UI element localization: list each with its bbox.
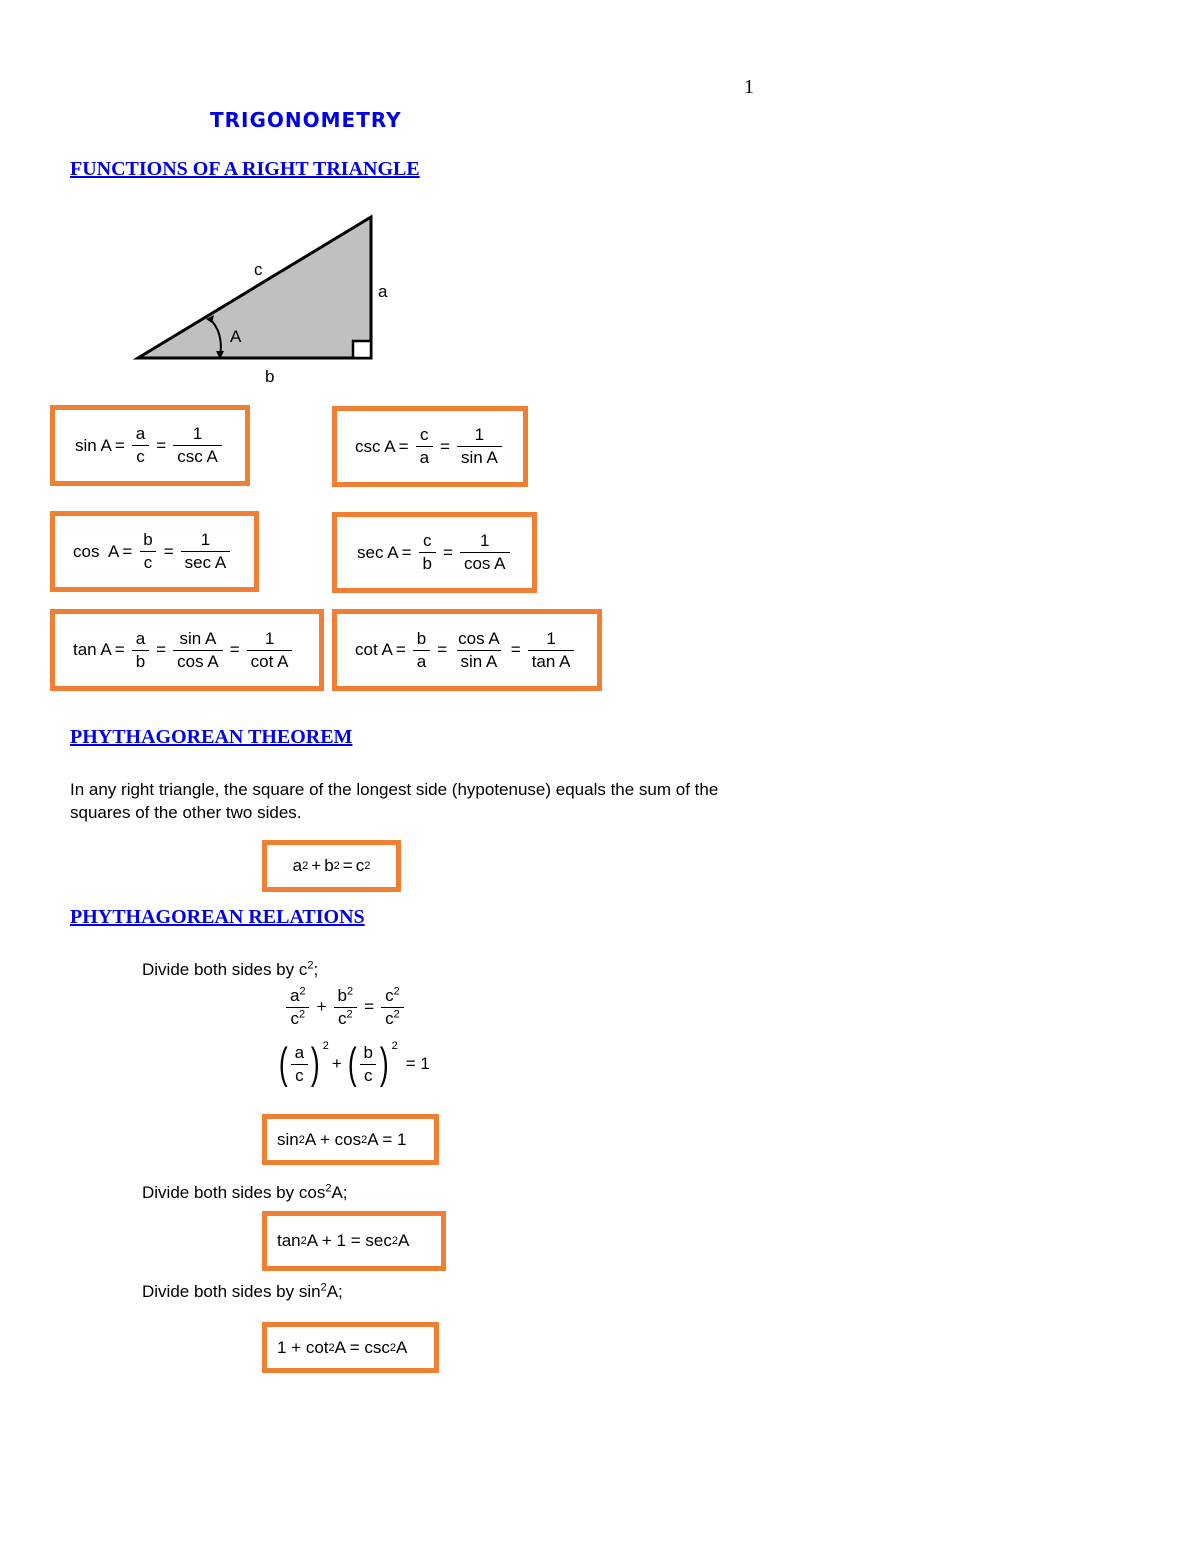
page-number: 1 (744, 76, 754, 98)
section-heading-relations: PHYTHAGOREAN RELATIONS (70, 906, 365, 928)
label-hypotenuse: c (254, 260, 263, 279)
label-angle: A (230, 327, 242, 346)
formula-box-tan: tan A = $\frac{a}{b}$ = $\frac{\text{sin A}}{\text{cos A}}$ = $\frac{1}{\text{cot A}}$ (50, 609, 324, 691)
triangle-shape (138, 217, 371, 358)
divide-instruction-3: Divide both sides by $\sin^2A$; (142, 1281, 343, 1301)
formula-box-theorem: a 2 + b 2 = c 2 (262, 840, 401, 892)
formula-box-sec: sec A = $\frac{c}{b}$ = $\frac{1}{\text{cos A}}$ (332, 512, 537, 593)
formula-box-identity-3: 1 + cot 2 A = csc 2 A (262, 1322, 439, 1373)
label-opposite: a (378, 282, 388, 301)
divide-instruction-2: Divide both sides by $\cos^2A$; (142, 1182, 348, 1202)
right-triangle-diagram (120, 205, 440, 395)
formula-box-cot: cot A = $\frac{b}{a}$ = $\frac{\text{cos A}}{\text{sin A}}$ = $\frac{1}{\text{tan A}}$ (332, 609, 602, 691)
formula-box-identity-1: sin 2 A + cos 2 A = 1 (262, 1114, 439, 1165)
formula-box-identity-2: tan 2 A + 1 = sec 2 A (262, 1211, 446, 1271)
divide-instruction-1: Divide both sides by $c^2$; (142, 959, 319, 979)
formula-box-sin: sin A = $\frac{a}{c}$ = $\frac{1}{\text{csc A}}$ (50, 405, 250, 486)
theorem-paragraph: In any right triangle, the square of the longest side (hypotenuse) equals the sum of the squares of the other two sides. (70, 780, 719, 822)
formula-box-cos: cos A = $\frac{b}{c}$ = $\frac{1}{\text{sec A}}$ (50, 511, 259, 592)
section-heading-theorem: PHYTHAGOREAN THEOREM (70, 726, 353, 748)
label-adjacent: b (265, 367, 275, 386)
document-title: TRIGONOMETRY (210, 108, 402, 132)
sin-lhs: sin A (75, 435, 112, 455)
relation-step-1: $\frac{a^2}{c^2}$ + $\frac{b^2}{c^2}$ = $\frac{c^2}{c^2}$ (282, 986, 408, 1028)
right-angle-mark (353, 341, 371, 358)
formula-box-csc: csc A = $\frac{c}{a}$ = $\frac{1}{\text{sin A}}$ (332, 406, 528, 487)
section-heading-functions: FUNCTIONS OF A RIGHT TRIANGLE (70, 158, 420, 180)
relation-step-2: ( $\frac{a}{c}$ ) 2 + ( $\frac{b}{c}$ ) 2 = 1 (278, 1039, 430, 1088)
